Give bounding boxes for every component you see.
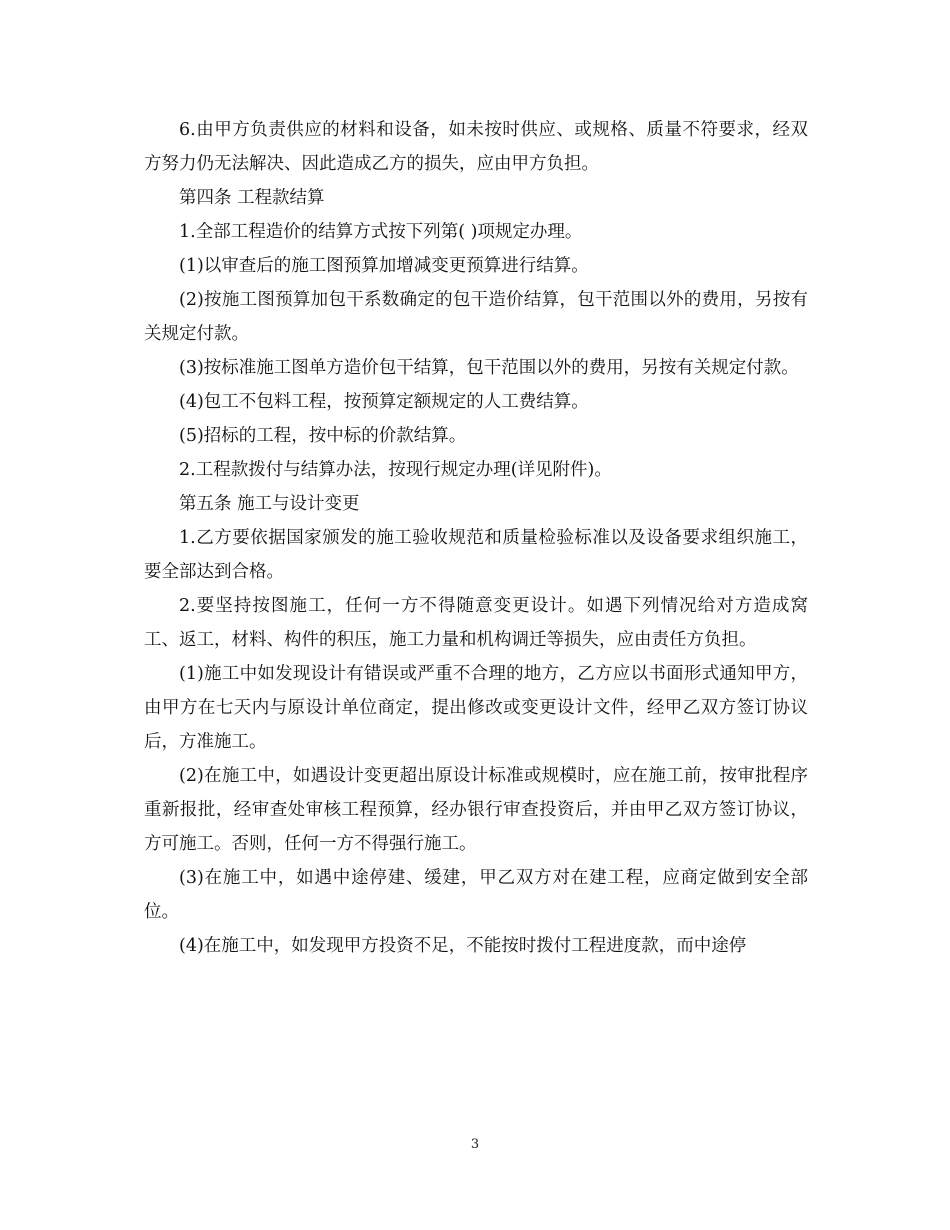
section-heading-article-4: 第四条 工程款结算 xyxy=(179,188,325,208)
paragraph-design-change: 2.要坚持按图施工，任何一方不得随意变更设计。如遇下列情况给对方造成窝工、返工，材料、构件的积压，施工力量和机构调迁等损失，应由责任方负担。 xyxy=(144,596,808,650)
paragraph-option-3: (3)按标准施工图单方造价包干结算，包干范围以外的费用，另按有关规定付款。 xyxy=(179,358,799,378)
paragraph-settlement-method: 1.全部工程造价的结算方式按下列第( )项规定办理。 xyxy=(179,222,583,242)
paragraph-option-5: (5)招标的工程，按中标的价款结算。 xyxy=(179,426,467,446)
document-body xyxy=(144,113,808,963)
section-heading-article-5: 第五条 施工与设计变更 xyxy=(179,494,360,514)
paragraph-construction-standards: 1.乙方要依据国家颁发的施工验收规范和质量检验标准以及设备要求组织施工，要全部达到合格。 xyxy=(144,528,808,582)
paragraph-scale-change: (2)在施工中，如遇设计变更超出原设计标准或规模时，应在施工前，按审批程序重新报批，经审查处审核工程预算，经办银行审查投资后，并由甲乙双方签订协议，方可施工。否则，任何一方不得强行施工。 xyxy=(144,766,808,854)
page-number: 3 xyxy=(470,1137,480,1152)
paragraph-payment-method: 2.工程款拨付与结算办法，按现行规定办理(详见附件)。 xyxy=(179,460,612,480)
paragraph-design-error: (1)施工中如发现设计有错误或严重不合理的地方，乙方应以书面形式通知甲方，由甲方在七天内与原设计单位商定，提出修改或变更设计文件，经甲乙双方签订协议后，方准施工。 xyxy=(144,664,808,752)
paragraph-material-supply: 6.由甲方负责供应的材料和设备，如未按时供应、或规格、质量不符要求，经双方努力仍无法解决、因此造成乙方的损失，应由甲方负担。 xyxy=(144,120,808,174)
paragraph-suspension: (3)在施工中，如遇中途停建、缓建，甲乙双方对在建工程，应商定做到安全部位。 xyxy=(144,868,808,922)
paragraph-insufficient-funds: (4)在施工中，如发现甲方投资不足，不能按时拨付工程进度款，而中途停 xyxy=(179,936,747,956)
paragraph-option-2: (2)按施工图预算加包干系数确定的包干造价结算，包干范围以外的费用，另按有关规定付款。 xyxy=(144,290,808,344)
paragraph-option-4: (4)包工不包料工程，按预算定额规定的人工费结算。 xyxy=(179,392,589,412)
paragraph-option-1: (1)以审查后的施工图预算加增减变更预算进行结算。 xyxy=(179,256,589,276)
